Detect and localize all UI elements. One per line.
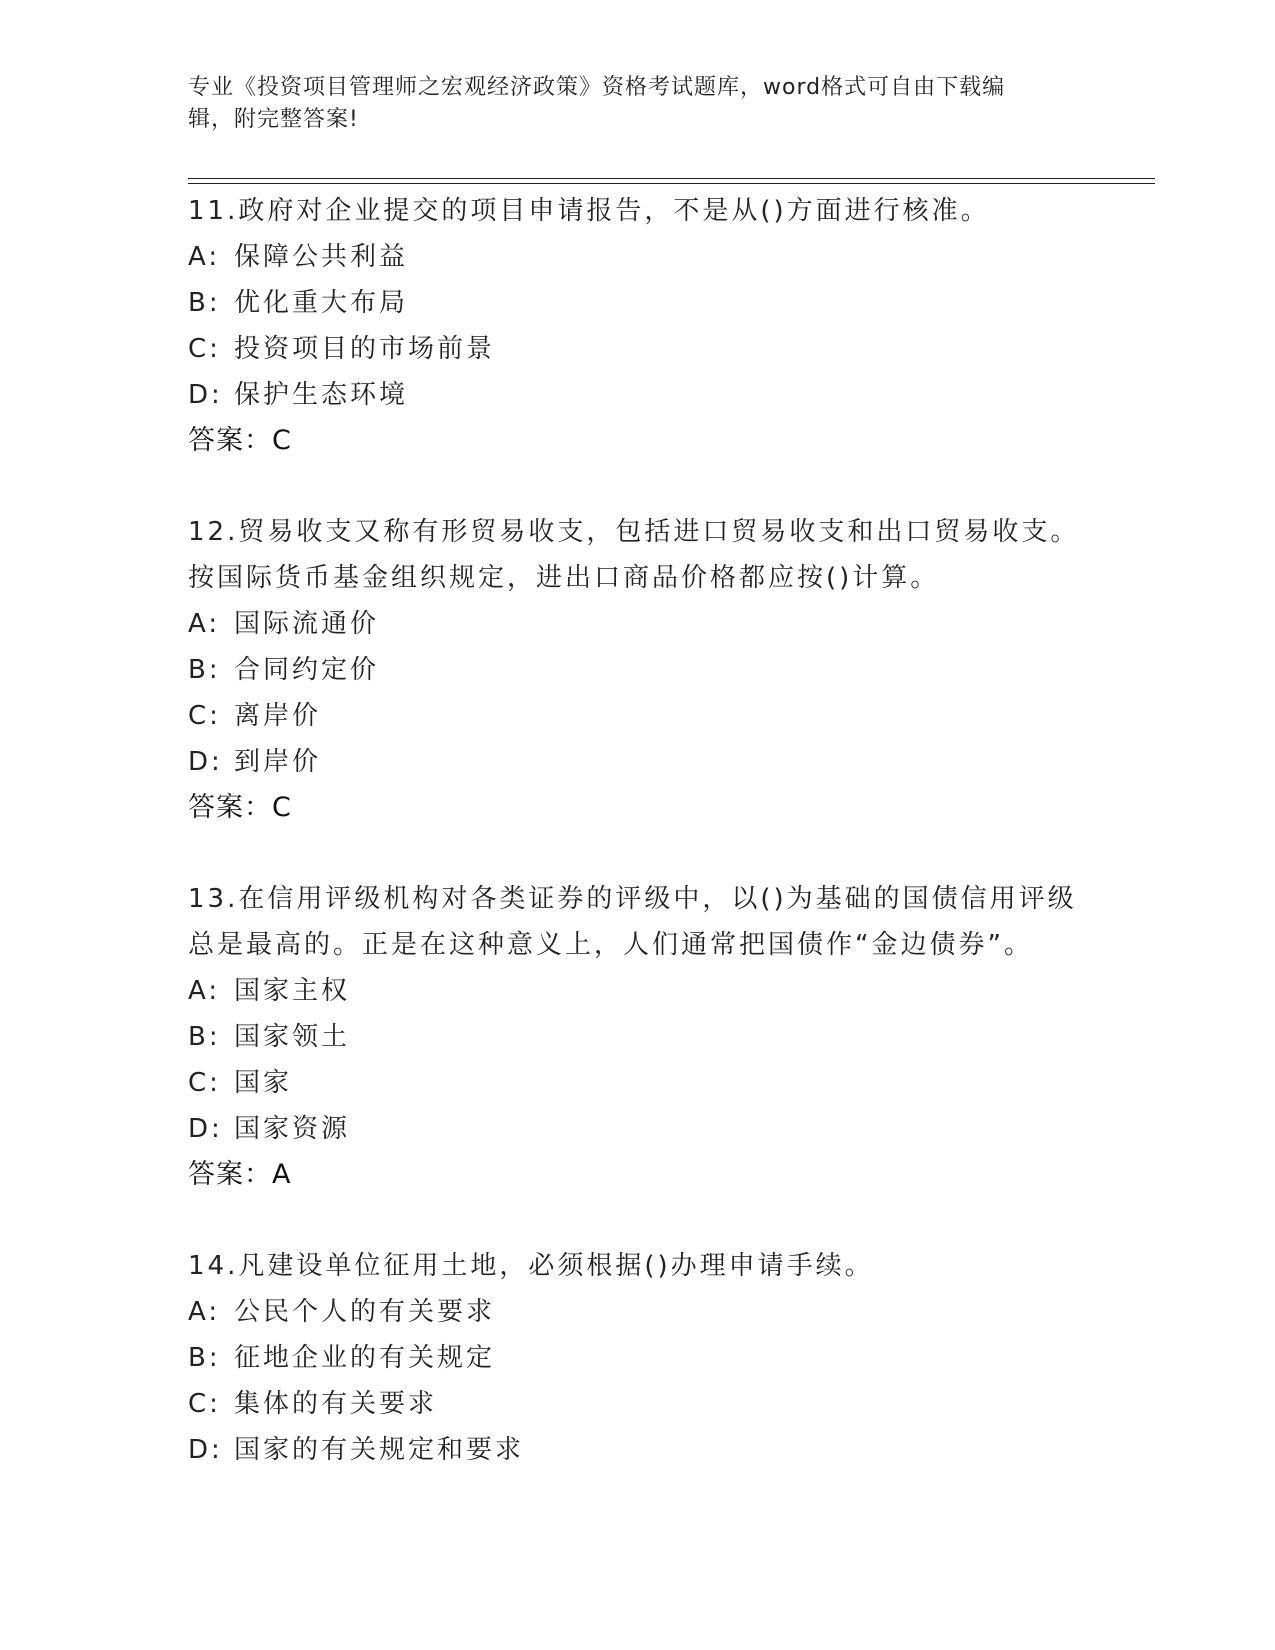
option-key: A: (188, 242, 221, 272)
question-stem-line-2: 按国际货币基金组织规定，进出口商品价格都应按()计算。 (188, 563, 940, 593)
option-d (188, 1427, 1088, 1473)
option-text: 保障公共利益 (234, 242, 409, 272)
option-c (188, 326, 1088, 372)
question-stem: 14.凡建设单位征用土地，必须根据()办理申请手续。 (188, 1251, 874, 1281)
question-12 (188, 509, 1088, 831)
header-divider-bottom (188, 183, 1155, 184)
option-d (188, 372, 1088, 418)
answer: 答案：C (188, 792, 292, 823)
option-text: 征地企业的有关规定 (234, 1343, 496, 1373)
option-text: 集体的有关要求 (234, 1389, 438, 1419)
option-b (188, 1014, 1088, 1060)
option-c (188, 1060, 1088, 1106)
option-key: D: (188, 1435, 223, 1465)
question-stem: 11.政府对企业提交的项目申请报告，不是从()方面进行核准。 (188, 196, 990, 226)
option-text: 合同约定价 (234, 655, 380, 685)
option-key: B: (188, 655, 221, 685)
option-text: 离岸价 (234, 701, 322, 731)
option-key: D: (188, 380, 223, 410)
option-key: A: (188, 609, 221, 639)
option-key: C: (188, 701, 221, 731)
question-stem-line-2: 总是最高的。正是在这种意义上，人们通常把国债作“金边债券”。 (188, 930, 1033, 960)
option-key: B: (188, 1343, 221, 1373)
option-key: A: (188, 1297, 221, 1327)
option-b (188, 280, 1088, 326)
option-text: 优化重大布局 (234, 288, 409, 318)
option-text: 国家 (234, 1068, 293, 1098)
header-note (188, 72, 1068, 136)
question-stem-line-1: 13.在信用评级机构对各类证券的评级中，以()为基础的国债信用评级 (188, 884, 1077, 914)
option-a (188, 601, 1088, 647)
option-c (188, 1381, 1088, 1427)
option-b (188, 1335, 1088, 1381)
option-a (188, 968, 1088, 1014)
header-divider-top (188, 178, 1155, 179)
option-key: B: (188, 1022, 221, 1052)
option-key: C: (188, 334, 221, 364)
option-text: 保护生态环境 (234, 380, 409, 410)
option-a (188, 234, 1088, 280)
question-stem-line-1: 12.贸易收支又称有形贸易收支，包括进口贸易收支和出口贸易收支。 (188, 517, 1080, 547)
option-key: C: (188, 1389, 221, 1419)
answer: 答案：C (188, 425, 292, 456)
question-11 (188, 188, 1088, 464)
option-text: 国际流通价 (234, 609, 380, 639)
option-text: 投资项目的市场前景 (234, 334, 496, 364)
option-text: 国家领土 (234, 1022, 351, 1052)
option-a (188, 1289, 1088, 1335)
question-13 (188, 876, 1088, 1198)
header-note-line-2: 辑，附完整答案! (188, 107, 359, 132)
option-text: 国家的有关规定和要求 (234, 1435, 525, 1465)
option-key: D: (188, 1114, 223, 1144)
option-text: 国家主权 (234, 976, 351, 1006)
option-c (188, 693, 1088, 739)
question-14 (188, 1243, 1088, 1473)
option-text: 到岸价 (234, 747, 322, 777)
question-list (188, 188, 1088, 1518)
option-key: B: (188, 288, 221, 318)
option-b (188, 647, 1088, 693)
option-key: A: (188, 976, 221, 1006)
option-key: C: (188, 1068, 221, 1098)
option-text: 国家资源 (234, 1114, 351, 1144)
header-note-line-1: 专业《投资项目管理师之宏观经济政策》资格考试题库，word格式可自由下载编 (188, 75, 1006, 100)
option-d (188, 739, 1088, 785)
option-d (188, 1106, 1088, 1152)
answer: 答案：A (188, 1159, 292, 1190)
option-text: 公民个人的有关要求 (234, 1297, 496, 1327)
option-key: D: (188, 747, 223, 777)
